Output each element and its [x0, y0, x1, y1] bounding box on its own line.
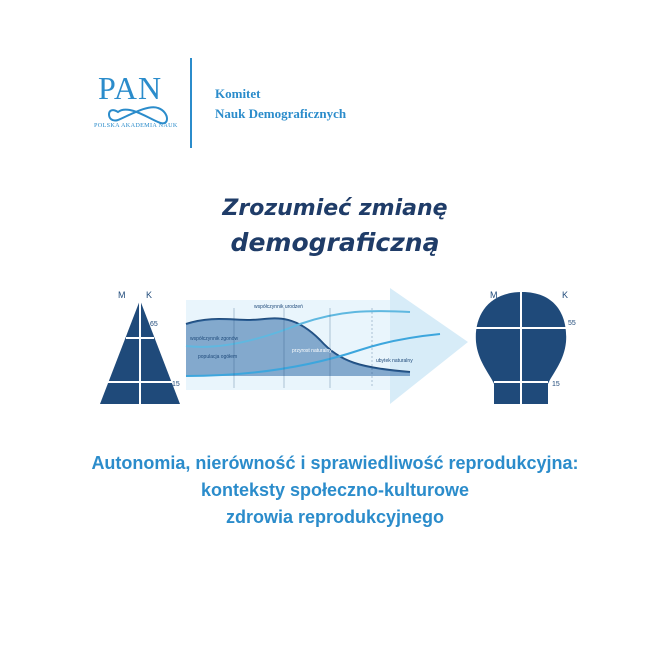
subtitle [0, 450, 670, 531]
left-age-low: 15 [172, 381, 180, 388]
committee-line2: Nauk Demograficznych [215, 106, 347, 121]
left-population-pyramid [100, 290, 180, 404]
subtitle-line3: zdrowia reprodukcyjnego [225, 507, 445, 527]
label-natural-decrease: ubytek naturalny [376, 358, 413, 364]
logo-text: PAN [98, 70, 163, 106]
headline-line2: demograficzną [230, 228, 440, 257]
subtitle-line1: Autonomia, nierówność i sprawiedliwość reprodukcyjna: [91, 453, 579, 473]
right-label-m: M [490, 290, 498, 300]
right-label-k: K [562, 290, 569, 300]
headline-line1: Zrozumieć zmianę [222, 196, 448, 221]
left-label-m: M [118, 290, 126, 300]
right-age-low: 15 [552, 381, 560, 388]
right-age-high: 55 [568, 320, 576, 327]
transition-arrow [186, 288, 468, 404]
left-age-high: 65 [150, 321, 158, 328]
header [0, 0, 670, 160]
label-population: populacja ogółem [198, 354, 238, 360]
logo-subtitle: POLSKA AKADEMIA NAUK [94, 122, 178, 129]
label-natural-increase: przyrost naturalny [292, 348, 332, 354]
demographic-transition-graphic [0, 280, 670, 420]
header-divider [190, 58, 192, 148]
right-population-pyramid [476, 290, 576, 404]
committee-name [215, 84, 346, 124]
left-label-k: K [146, 290, 153, 300]
subtitle-line2: konteksty społeczno-kulturowe [200, 480, 470, 500]
committee-line1: Komitet [215, 86, 261, 101]
label-death-rate: współczynnik zgonów [190, 336, 239, 342]
label-birth-rate: współczynnik urodzeń [254, 304, 303, 310]
